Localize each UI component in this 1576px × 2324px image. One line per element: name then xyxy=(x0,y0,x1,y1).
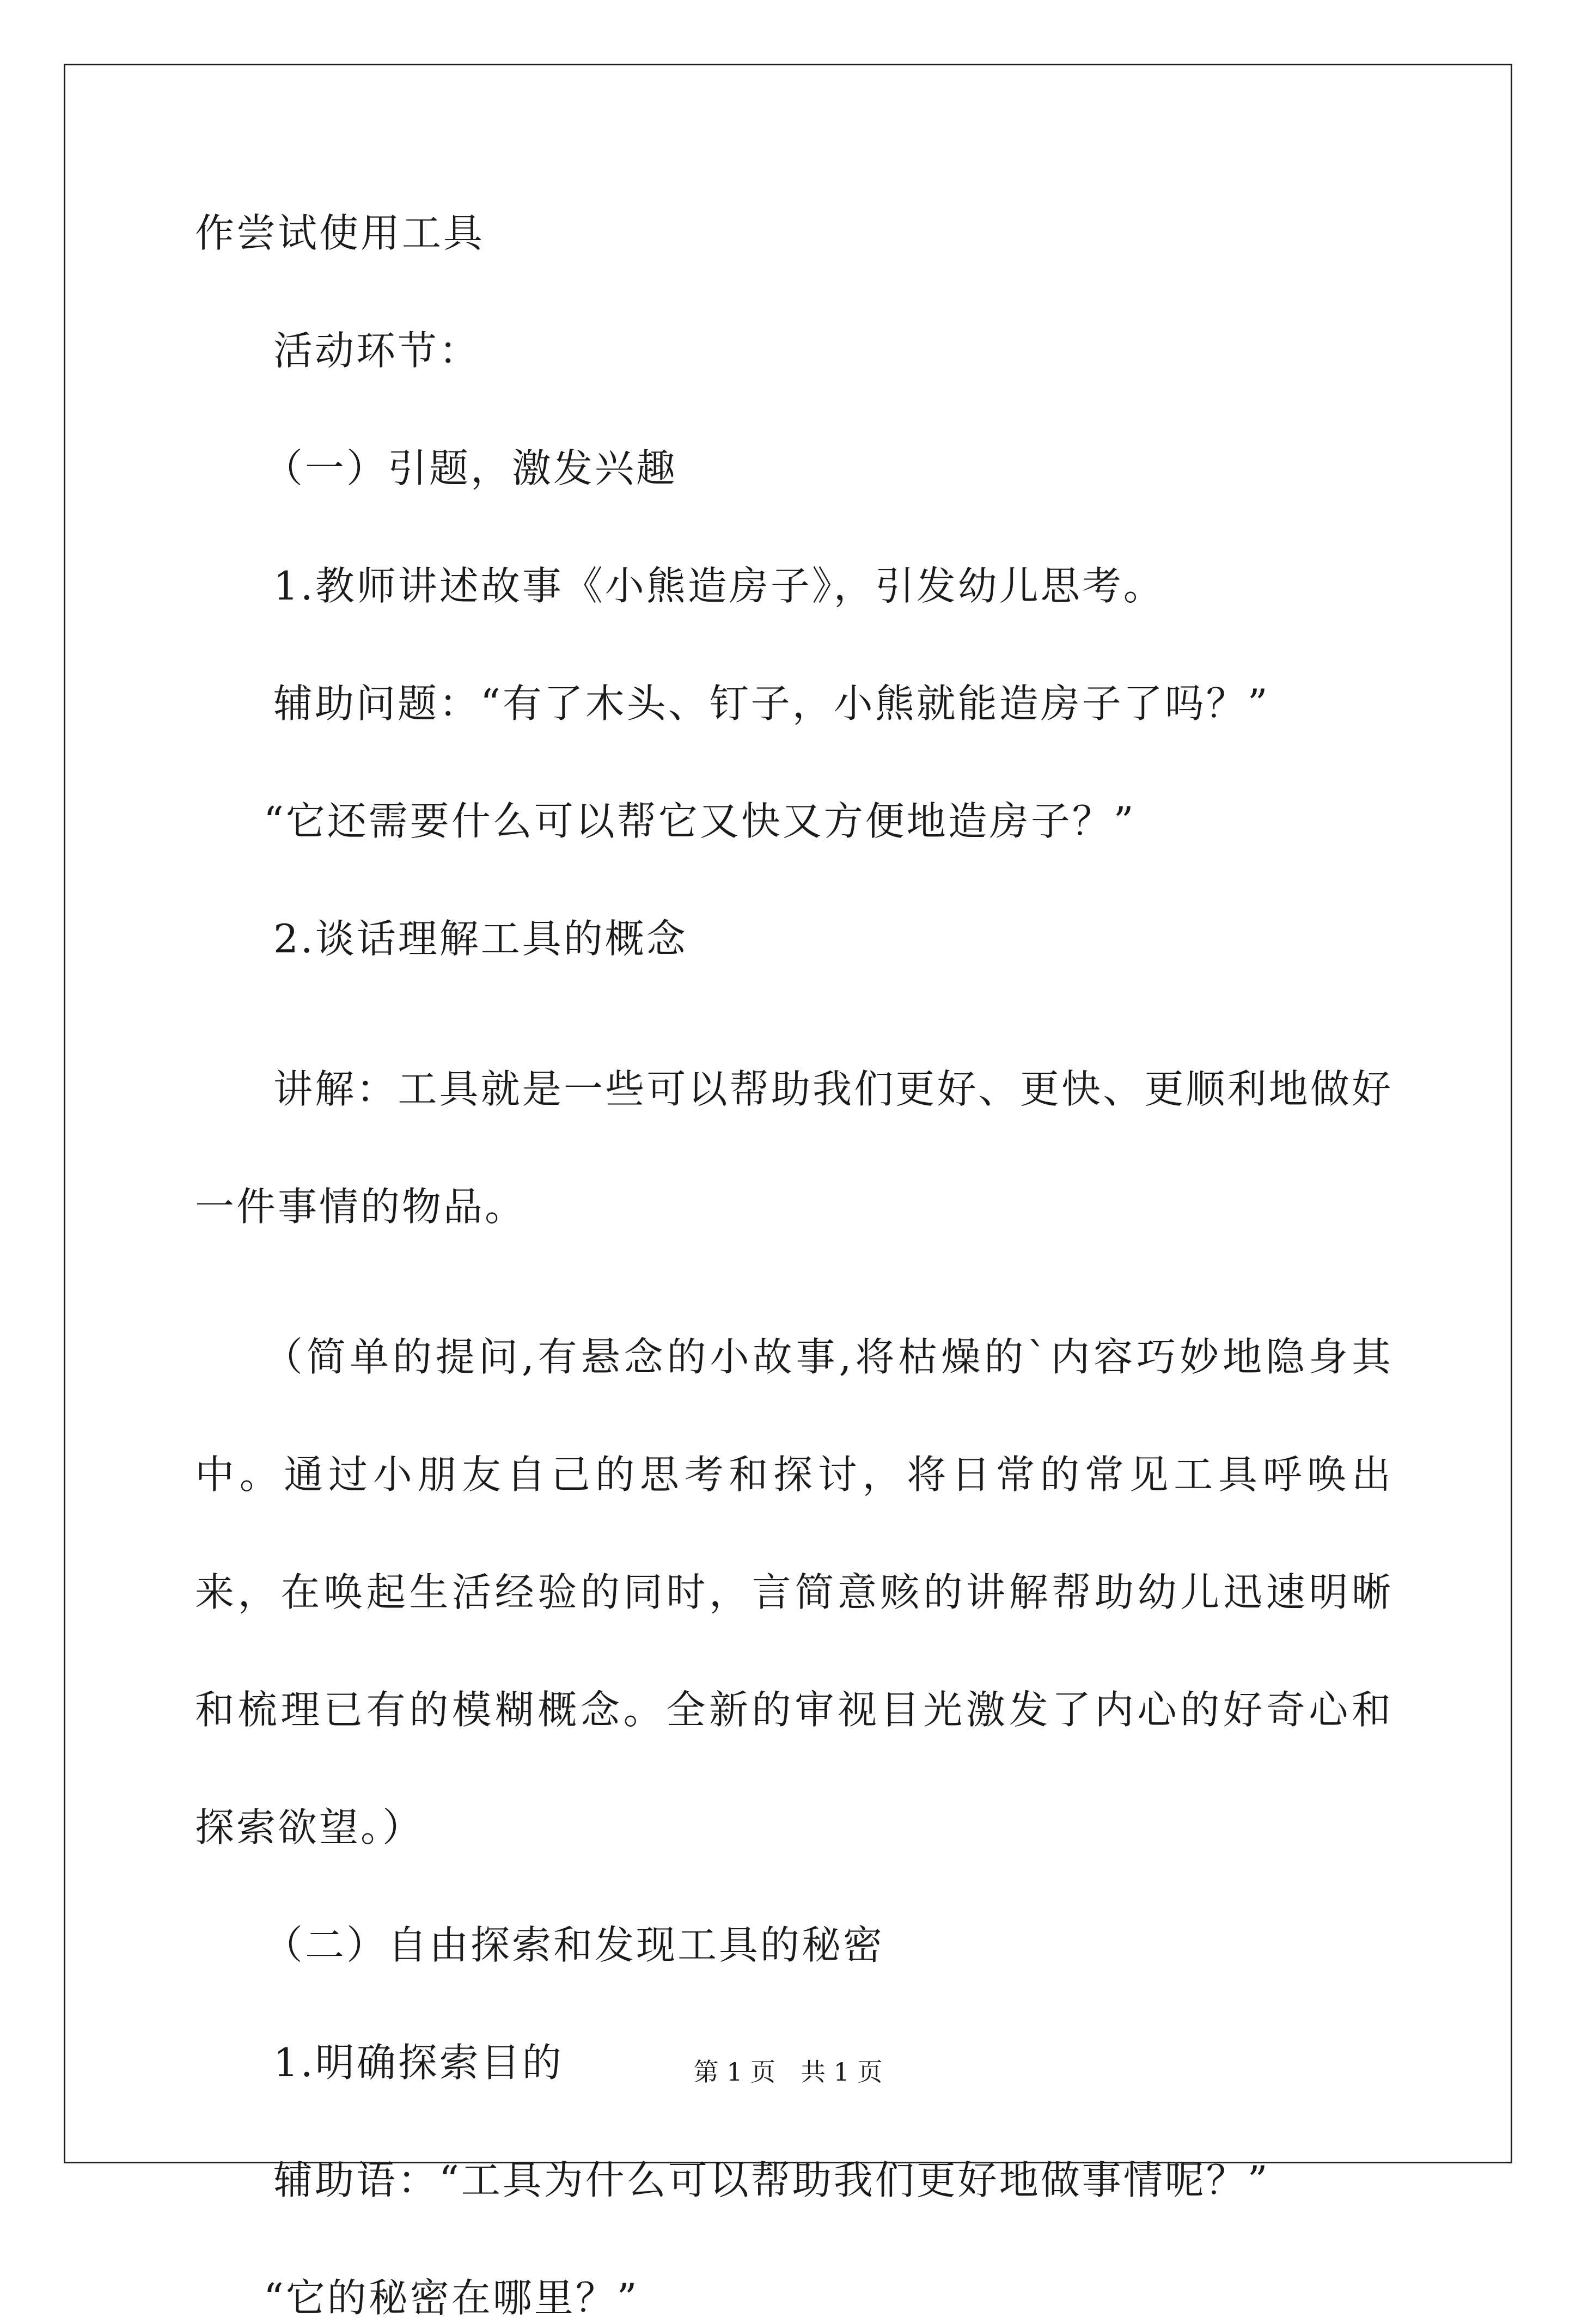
paragraph-11: 1.明确探索目的 xyxy=(273,2040,564,2086)
paragraph-5: 辅助问题：“有了木头、钉子，小熊就能造房子了吗？” xyxy=(273,681,1270,726)
paragraph-8: 讲解：工具就是一些可以帮助我们更好、更快、更顺利地做好一件事情的物品。 xyxy=(195,1066,1393,1230)
paragraph-12: 辅助语：“工具为什么可以帮助我们更好地做事情呢？” xyxy=(273,2157,1270,2203)
page-footer: 第 1 页 共 1 页 xyxy=(693,2057,883,2087)
paragraph-2: 活动环节： xyxy=(273,328,481,374)
paragraph-4: 1.教师讲述故事《小熊造房子》，引发幼儿思考。 xyxy=(273,563,1165,609)
paragraph-10: （二）自由探索和发现工具的秘密 xyxy=(264,1922,885,1968)
paragraph-3: （一）引题，激发兴趣 xyxy=(264,445,678,491)
paragraph-9: （简单的提问,有悬念的小故事,将枯燥的`内容巧妙地隐身其中。通过小朋友自己的思考和探讨，将日常的常见工具呼唤出来，在唤起生活经验的同时，言简意赅的讲解帮助幼儿迅速明晰和梳理已有的模糊概念。全新的审视目光激发了内心的好奇心和探索欲望。） xyxy=(195,1334,1393,1850)
paragraph-6: “它还需要什么可以帮它又快又方便地造房子？” xyxy=(264,798,1136,844)
document-body xyxy=(195,207,1393,2324)
paragraph-1: 作尝试使用工具 xyxy=(195,210,485,256)
paragraph-13: “它的秘密在哪里？” xyxy=(264,2275,639,2321)
paragraph-7: 2.谈话理解工具的概念 xyxy=(273,916,688,962)
